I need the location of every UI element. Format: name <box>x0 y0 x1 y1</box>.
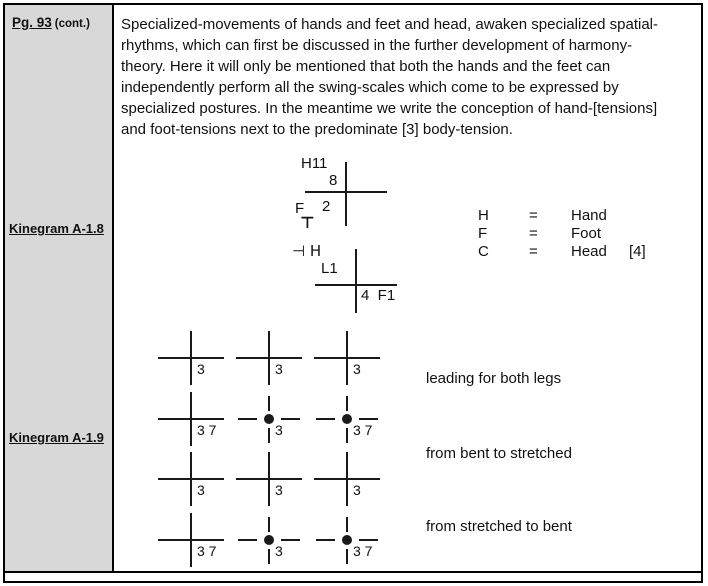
label-2: 2 <box>322 198 331 215</box>
legend-equals: = <box>529 207 538 224</box>
cross-left-dash <box>238 539 257 541</box>
cross-bottom-dash <box>268 549 270 564</box>
label-4-f1: 4 F1 <box>361 287 396 304</box>
cross-number-label: 3 7 <box>353 422 373 438</box>
label-8: 8 <box>329 172 338 189</box>
page-number: Pg. 93 <box>12 15 52 30</box>
cross-bottom-dash <box>346 549 348 564</box>
cross-number-label: 3 <box>275 361 283 377</box>
cross-number-label: 3 <box>275 422 283 438</box>
legend-meaning: Head <box>571 243 607 260</box>
paragraph-line: theory. Here it will only be mentioned that both the hands and the feet can <box>121 58 611 75</box>
legend-symbol: C <box>478 243 489 260</box>
cross-number-label: 3 <box>353 482 361 498</box>
legend-note: [4] <box>629 243 646 260</box>
kinegram-a19-caption: leading for both legs <box>426 370 562 387</box>
page-continued-note: (cont.) <box>54 18 90 30</box>
legend-symbol: H <box>478 207 489 224</box>
cross-center-dot <box>342 414 352 424</box>
label-f: F <box>295 200 305 217</box>
cross-number-label: 3 7 <box>197 543 217 559</box>
legend-meaning: Hand <box>571 207 607 224</box>
paragraph-line: Specialized-movements of hands and feet and head, awaken specialized spatial- <box>121 16 658 33</box>
content-row <box>5 5 701 573</box>
cross-center-dot <box>342 535 352 545</box>
paragraph-line: independently perform all the swing-scales which come to be expressed by <box>121 79 619 96</box>
cross-number-label: 3 <box>275 482 283 498</box>
cross-horizontal-line <box>158 357 224 359</box>
cross-center-dot <box>264 414 274 424</box>
cross-bottom-dash <box>346 428 348 443</box>
cross-right-dash <box>359 418 378 420</box>
left-tack-hand-label: ⊣ H <box>292 242 322 260</box>
cross-bottom-dash <box>268 428 270 443</box>
cross-number-label: 3 7 <box>197 422 217 438</box>
legend-equals: = <box>529 225 538 242</box>
cross-center-dot <box>264 535 274 545</box>
paragraph-line: specialized postures. In the meantime we write the conception of hand-[tensions] <box>121 100 658 117</box>
cross-top-dash <box>268 517 270 532</box>
sidebar-column <box>5 5 114 571</box>
cross-horizontal-line <box>158 478 224 480</box>
cross-left-dash <box>316 539 335 541</box>
paragraph-line: rhythms, which can first be discussed in the further development of harmony- <box>121 37 633 54</box>
cross-horizontal-line <box>158 418 224 420</box>
cross-right-dash <box>281 539 300 541</box>
cross-number-label: 3 <box>197 482 205 498</box>
label-h11: H11 <box>301 155 328 172</box>
cross-horizontal-line <box>236 357 302 359</box>
cross-left-dash <box>238 418 257 420</box>
label-l1: L1 <box>321 260 338 277</box>
cross-top-dash <box>346 517 348 532</box>
document-frame <box>3 3 703 583</box>
page-label <box>12 15 90 30</box>
cross-horizontal-line <box>236 478 302 480</box>
paragraph-line: and foot-tensions next to the predominate [3] body-tension. <box>121 121 513 138</box>
main-column <box>114 5 701 571</box>
legend-meaning: Foot <box>571 225 602 242</box>
cross-top-dash <box>268 396 270 411</box>
cross-horizontal-line <box>314 357 380 359</box>
cross-number-label: 3 <box>197 361 205 377</box>
cross-number-label: 3 <box>275 543 283 559</box>
kinegram-a19-caption: from stretched to bent <box>426 518 572 535</box>
cross-left-dash <box>316 418 335 420</box>
legend-equals: = <box>529 243 538 260</box>
cross-number-label: 3 7 <box>353 543 373 559</box>
kinegram-a19-label: Kinegram A-1.9 <box>9 430 104 445</box>
cross-horizontal-line <box>314 478 380 480</box>
cross-horizontal-line <box>158 539 224 541</box>
kinegram-a19-caption: from bent to stretched <box>426 445 572 462</box>
kinegram-a19-grid <box>114 5 701 571</box>
down-tack-icon: ⊤ <box>300 213 315 232</box>
kinegram-a18-label: Kinegram A-1.8 <box>9 221 104 236</box>
cross-top-dash <box>346 396 348 411</box>
cross-right-dash <box>281 418 300 420</box>
cross-number-label: 3 <box>353 361 361 377</box>
cross-right-dash <box>359 539 378 541</box>
legend-symbol: F <box>478 225 488 242</box>
